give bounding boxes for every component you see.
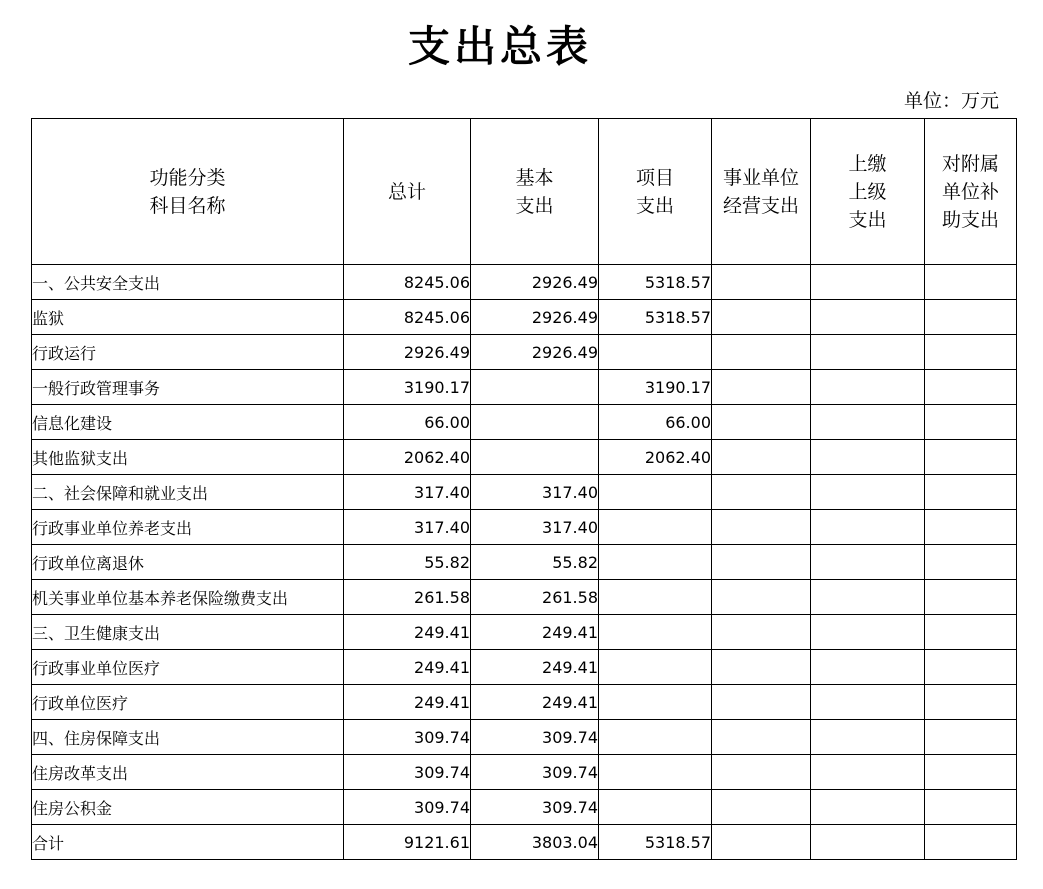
summary-subsidy xyxy=(925,825,1017,860)
table-row xyxy=(32,720,1017,755)
row-basic-cell: 2926.49 xyxy=(471,335,599,370)
table-row xyxy=(32,685,1017,720)
row-total-cell: 55.82 xyxy=(344,545,471,580)
row-basic-cell xyxy=(471,370,599,405)
row-upper-cell xyxy=(811,790,925,825)
row-category-name: 住房公积金 xyxy=(32,790,344,825)
row-upper-cell xyxy=(811,685,925,720)
row-subsidy-cell xyxy=(925,685,1017,720)
row-upper-cell xyxy=(811,475,925,510)
row-total-cell: 3190.17 xyxy=(344,370,471,405)
row-basic-cell: 261.58 xyxy=(471,580,599,615)
row-basic-cell: 249.41 xyxy=(471,650,599,685)
row-upper-cell xyxy=(811,300,925,335)
row-business-cell xyxy=(712,545,811,580)
row-basic-cell: 317.40 xyxy=(471,475,599,510)
row-project-cell xyxy=(599,790,712,825)
row-basic-cell: 2926.49 xyxy=(471,265,599,300)
summary-project: 5318.57 xyxy=(599,825,712,860)
expenditure-table xyxy=(31,118,1017,860)
row-total-cell: 261.58 xyxy=(344,580,471,615)
row-total-cell: 309.74 xyxy=(344,755,471,790)
table-row xyxy=(32,440,1017,475)
header-category: 功能分类 科目名称 xyxy=(32,119,344,265)
table-row xyxy=(32,650,1017,685)
row-basic-cell: 317.40 xyxy=(471,510,599,545)
table-row xyxy=(32,790,1017,825)
page-title: 支出总表 xyxy=(407,22,592,71)
header-subsidy: 对附属 单位补 助支出 xyxy=(925,119,1017,265)
table-row xyxy=(32,300,1017,335)
row-subsidy-cell xyxy=(925,580,1017,615)
header-upper: 上缴 上级 支出 xyxy=(811,119,925,265)
row-upper-cell xyxy=(811,580,925,615)
row-project-cell: 5318.57 xyxy=(599,300,712,335)
summary-business xyxy=(712,825,811,860)
row-business-cell xyxy=(712,475,811,510)
row-upper-cell xyxy=(811,755,925,790)
row-project-cell xyxy=(599,755,712,790)
row-upper-cell xyxy=(811,265,925,300)
summary-basic: 3803.04 xyxy=(471,825,599,860)
row-total-cell: 309.74 xyxy=(344,790,471,825)
row-subsidy-cell xyxy=(925,755,1017,790)
row-category-name: 一、公共安全支出 xyxy=(32,265,344,300)
row-project-cell xyxy=(599,545,712,580)
row-upper-cell xyxy=(811,440,925,475)
row-business-cell xyxy=(712,265,811,300)
row-upper-cell xyxy=(811,370,925,405)
row-total-cell: 66.00 xyxy=(344,405,471,440)
row-basic-cell xyxy=(471,405,599,440)
row-category-name: 住房改革支出 xyxy=(32,755,344,790)
row-subsidy-cell xyxy=(925,510,1017,545)
row-business-cell xyxy=(712,790,811,825)
row-category-name: 行政单位离退休 xyxy=(32,545,344,580)
table-row xyxy=(32,475,1017,510)
table-row xyxy=(32,615,1017,650)
row-category-name: 四、住房保障支出 xyxy=(32,720,344,755)
table-row xyxy=(32,545,1017,580)
row-category-name: 信息化建设 xyxy=(32,405,344,440)
row-business-cell xyxy=(712,650,811,685)
row-basic-cell xyxy=(471,440,599,475)
row-upper-cell xyxy=(811,335,925,370)
row-subsidy-cell xyxy=(925,720,1017,755)
row-upper-cell xyxy=(811,545,925,580)
row-subsidy-cell xyxy=(925,475,1017,510)
row-total-cell: 249.41 xyxy=(344,685,471,720)
row-subsidy-cell xyxy=(925,405,1017,440)
row-project-cell: 2062.40 xyxy=(599,440,712,475)
row-total-cell: 317.40 xyxy=(344,510,471,545)
row-upper-cell xyxy=(811,650,925,685)
table-row xyxy=(32,510,1017,545)
row-business-cell xyxy=(712,580,811,615)
row-business-cell xyxy=(712,615,811,650)
row-upper-cell xyxy=(811,510,925,545)
table-row xyxy=(32,335,1017,370)
row-upper-cell xyxy=(811,720,925,755)
row-category-name: 行政运行 xyxy=(32,335,344,370)
row-category-name: 三、卫生健康支出 xyxy=(32,615,344,650)
header-business: 事业单位 经营支出 xyxy=(712,119,811,265)
row-total-cell: 317.40 xyxy=(344,475,471,510)
row-category-name: 行政事业单位医疗 xyxy=(32,650,344,685)
row-project-cell: 5318.57 xyxy=(599,265,712,300)
row-basic-cell: 55.82 xyxy=(471,545,599,580)
row-basic-cell: 249.41 xyxy=(471,685,599,720)
row-total-cell: 309.74 xyxy=(344,720,471,755)
summary-label: 合计 xyxy=(32,825,344,860)
header-basic: 基本 支出 xyxy=(471,119,599,265)
row-category-name: 一般行政管理事务 xyxy=(32,370,344,405)
row-basic-cell: 309.74 xyxy=(471,790,599,825)
row-total-cell: 249.41 xyxy=(344,650,471,685)
header-row xyxy=(32,119,1017,265)
row-business-cell xyxy=(712,405,811,440)
row-project-cell xyxy=(599,335,712,370)
row-total-cell: 8245.06 xyxy=(344,265,471,300)
row-business-cell xyxy=(712,335,811,370)
row-total-cell: 8245.06 xyxy=(344,300,471,335)
row-subsidy-cell xyxy=(925,615,1017,650)
row-business-cell xyxy=(712,370,811,405)
row-category-name: 其他监狱支出 xyxy=(32,440,344,475)
row-subsidy-cell xyxy=(925,265,1017,300)
row-subsidy-cell xyxy=(925,545,1017,580)
row-business-cell xyxy=(712,440,811,475)
row-category-name: 监狱 xyxy=(32,300,344,335)
row-total-cell: 2926.49 xyxy=(344,335,471,370)
row-business-cell xyxy=(712,720,811,755)
row-subsidy-cell xyxy=(925,335,1017,370)
table-row xyxy=(32,370,1017,405)
table-row xyxy=(32,580,1017,615)
row-business-cell xyxy=(712,755,811,790)
row-project-cell xyxy=(599,615,712,650)
row-project-cell xyxy=(599,685,712,720)
row-project-cell xyxy=(599,580,712,615)
summary-row xyxy=(32,825,1017,860)
row-upper-cell xyxy=(811,405,925,440)
row-subsidy-cell xyxy=(925,650,1017,685)
row-basic-cell: 2926.49 xyxy=(471,300,599,335)
row-category-name: 机关事业单位基本养老保险缴费支出 xyxy=(32,580,344,615)
table-row xyxy=(32,265,1017,300)
row-subsidy-cell xyxy=(925,790,1017,825)
row-project-cell xyxy=(599,475,712,510)
row-project-cell: 3190.17 xyxy=(599,370,712,405)
row-category-name: 二、社会保障和就业支出 xyxy=(32,475,344,510)
row-subsidy-cell xyxy=(925,440,1017,475)
table-row xyxy=(32,405,1017,440)
row-total-cell: 2062.40 xyxy=(344,440,471,475)
row-category-name: 行政事业单位养老支出 xyxy=(32,510,344,545)
row-upper-cell xyxy=(811,615,925,650)
table-row xyxy=(32,755,1017,790)
row-basic-cell: 249.41 xyxy=(471,615,599,650)
row-business-cell xyxy=(712,685,811,720)
row-business-cell xyxy=(712,300,811,335)
row-project-cell: 66.00 xyxy=(599,405,712,440)
row-basic-cell: 309.74 xyxy=(471,755,599,790)
row-total-cell: 249.41 xyxy=(344,615,471,650)
row-category-name: 行政单位医疗 xyxy=(32,685,344,720)
summary-total: 9121.61 xyxy=(344,825,471,860)
unit-label: 单位：万元 xyxy=(903,90,999,112)
row-basic-cell: 309.74 xyxy=(471,720,599,755)
row-business-cell xyxy=(712,510,811,545)
row-project-cell xyxy=(599,510,712,545)
row-project-cell xyxy=(599,720,712,755)
header-project: 项目 支出 xyxy=(599,119,712,265)
header-total: 总计 xyxy=(344,119,471,265)
row-subsidy-cell xyxy=(925,370,1017,405)
row-subsidy-cell xyxy=(925,300,1017,335)
summary-upper xyxy=(811,825,925,860)
row-project-cell xyxy=(599,650,712,685)
